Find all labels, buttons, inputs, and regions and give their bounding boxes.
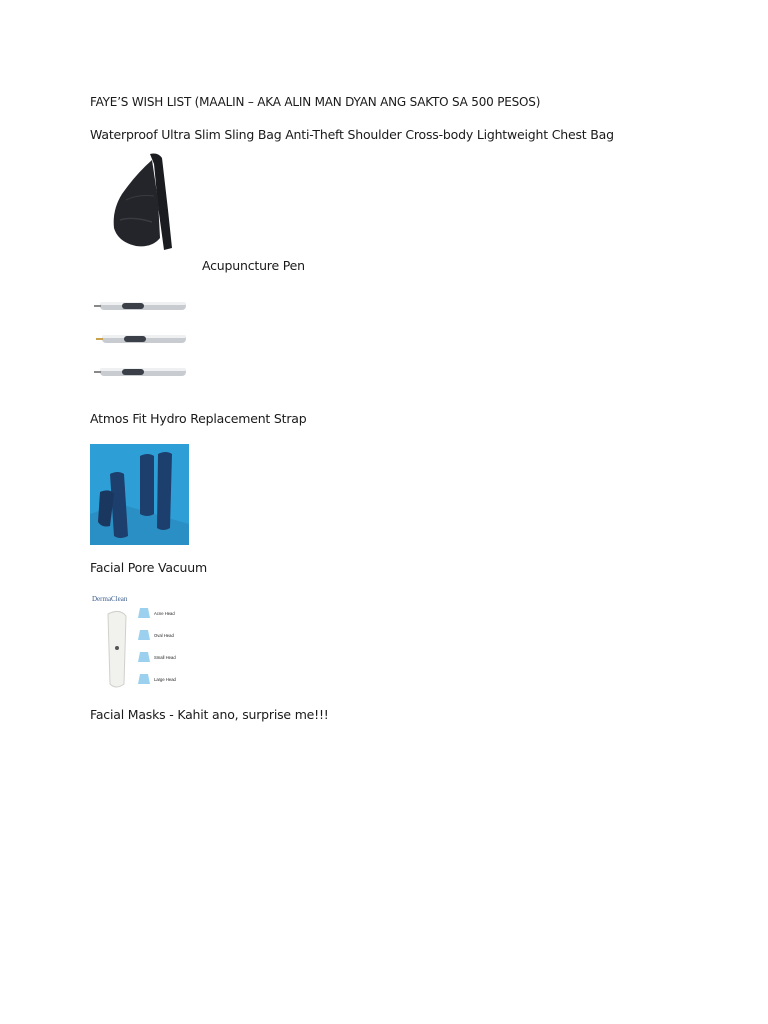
head-label: Oval Head — [154, 633, 174, 638]
item-sling-bag-label: Waterproof Ultra Slim Sling Bag Anti-Theft Shoulder Cross-body Lightweight Chest Bag — [90, 127, 614, 142]
head-label: Small Head — [154, 655, 176, 660]
vacuum-brand-text: DermaClean — [92, 595, 128, 603]
item-strap-label: Atmos Fit Hydro Replacement Strap — [90, 411, 307, 426]
item-acupuncture-pen-label: Acupuncture Pen — [202, 258, 305, 273]
pore-vacuum-image — [90, 592, 186, 692]
pen-1 — [94, 302, 186, 310]
sling-bag-image — [92, 150, 190, 254]
acupuncture-pen-image — [92, 290, 192, 390]
pen-3 — [94, 368, 186, 376]
page-title: FAYE’S WISH LIST (MAALIN – AKA ALIN MAN DYAN ANG SAKTO SA 500 PESOS) — [90, 95, 541, 109]
item-facial-masks-label: Facial Masks - Kahit ano, surprise me!!! — [90, 707, 329, 722]
replacement-strap-image — [90, 444, 189, 545]
item-pore-vacuum-label: Facial Pore Vacuum — [90, 560, 207, 575]
head-label: Acne Head — [154, 611, 175, 616]
head-label: Large Head — [154, 677, 176, 682]
pen-2 — [96, 335, 186, 343]
